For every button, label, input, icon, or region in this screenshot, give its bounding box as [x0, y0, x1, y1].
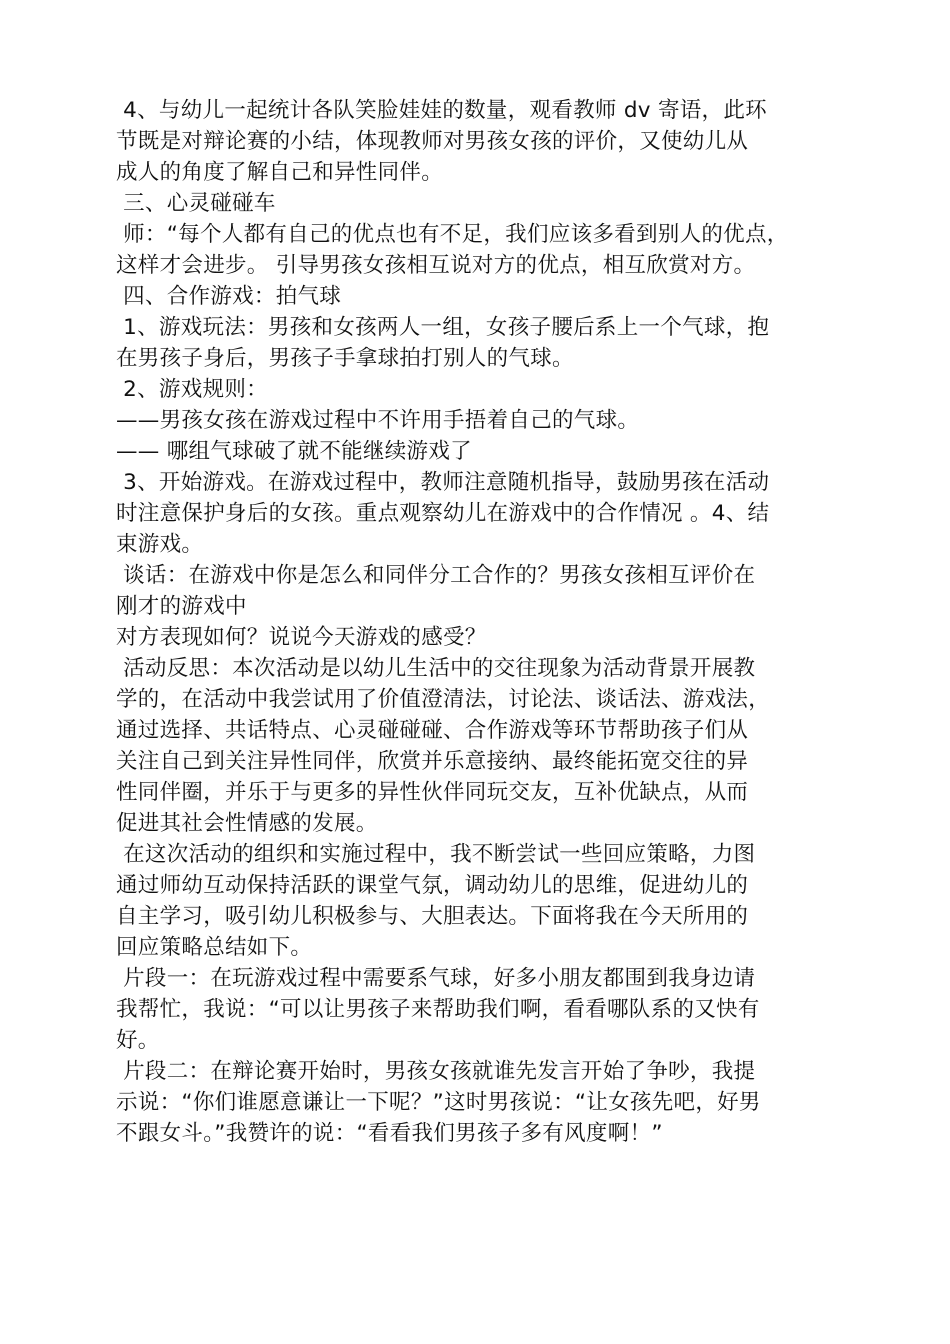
text-line: 对方表现如何？说说今天游戏的感受？	[116, 625, 487, 650]
text-line: 这样才会进步。 引导男孩女孩相互说对方的优点，相互欣赏对方。	[116, 253, 756, 278]
text-line: 性同伴圈，并乐于与更多的异性伙伴同玩交友，互补优缺点，从而	[116, 780, 749, 805]
text-line: 节既是对辩论赛的小结，体现教师对男孩女孩的评价，又使幼儿从	[116, 129, 749, 154]
text-line: 促进其社会性情感的发展。	[116, 811, 378, 836]
text-line: 关注自己到关注异性同伴，欣赏并乐意接纳、最终能拓宽交往的异	[116, 749, 749, 774]
rule-item: —— 哪组气球破了就不能继续游戏了	[116, 439, 472, 464]
text-line: 束游戏。	[116, 532, 204, 557]
text-line: 3、开始游戏。在游戏过程中，教师注意随机指导，鼓励男孩在活动	[116, 470, 770, 495]
text-line: 4、与幼儿一起统计各队笑脸娃娃的数量，观看教师 dv 寄语，此环	[116, 98, 767, 123]
rule-item: ——男孩女孩在游戏过程中不许用手捂着自己的气球。	[116, 408, 640, 433]
document-body	[116, 95, 846, 1149]
text-line: 时注意保护身后的女孩。重点观察幼儿在游戏中的合作情况 。4、结	[116, 501, 770, 526]
text-line: 自主学习，吸引幼儿积极参与、大胆表达。下面将我在今天所用的	[116, 904, 749, 929]
text-line: 刚才的游戏中	[116, 594, 247, 619]
text-line: 片段一：在玩游戏过程中需要系气球，好多小朋友都围到我身边请	[116, 966, 756, 991]
text-line: 学的，在活动中我尝试用了价值澄清法，讨论法、谈话法、游戏法，	[116, 687, 771, 712]
text-line: 通过选择、共话特点、心灵碰碰碰、合作游戏等环节帮助孩子们从	[116, 718, 749, 743]
text-line: 回应策略总结如下。	[116, 935, 313, 960]
text-line: 片段二：在辩论赛开始时，男孩女孩就谁先发言开始了争吵，我提	[116, 1059, 756, 1084]
text-line: 在男孩子身后，男孩子手拿球拍打别人的气球。	[116, 346, 574, 371]
text-line: 我帮忙，我说：“可以让男孩子来帮助我们啊，看看哪队系的又快有	[116, 997, 760, 1022]
text-line: 在这次活动的组织和实施过程中，我不断尝试一些回应策略，力图	[116, 842, 756, 867]
text-line: 谈话：在游戏中你是怎么和同伴分工合作的？男孩女孩相互评价在	[116, 563, 756, 588]
text-line: 好。	[116, 1028, 160, 1053]
text-line: 不跟女斗。”我赞许的说：“看看我们男孩子多有风度啊！”	[116, 1121, 663, 1146]
text-line: 2、游戏规则：	[116, 377, 268, 402]
text-line: 活动反思：本次活动是以幼儿生活中的交往现象为活动背景开展教	[116, 656, 756, 681]
section-heading: 三、心灵碰碰车	[116, 191, 276, 216]
text-line: 成人的角度了解自己和异性同伴。	[116, 160, 444, 185]
text-line: 通过师幼互动保持活跃的课堂气氛，调动幼儿的思维，促进幼儿的	[116, 873, 749, 898]
text-line: 1、游戏玩法：男孩和女孩两人一组，女孩子腰后系上一个气球，抱	[116, 315, 770, 340]
text-line: 师：“每个人都有自己的优点也有不足，我们应该多看到别人的优点，	[116, 222, 789, 247]
section-heading: 四、合作游戏：拍气球	[116, 284, 342, 309]
text-line: 示说：“你们谁愿意谦让一下呢？”这时男孩说：“让女孩先吧，好男	[116, 1090, 761, 1115]
